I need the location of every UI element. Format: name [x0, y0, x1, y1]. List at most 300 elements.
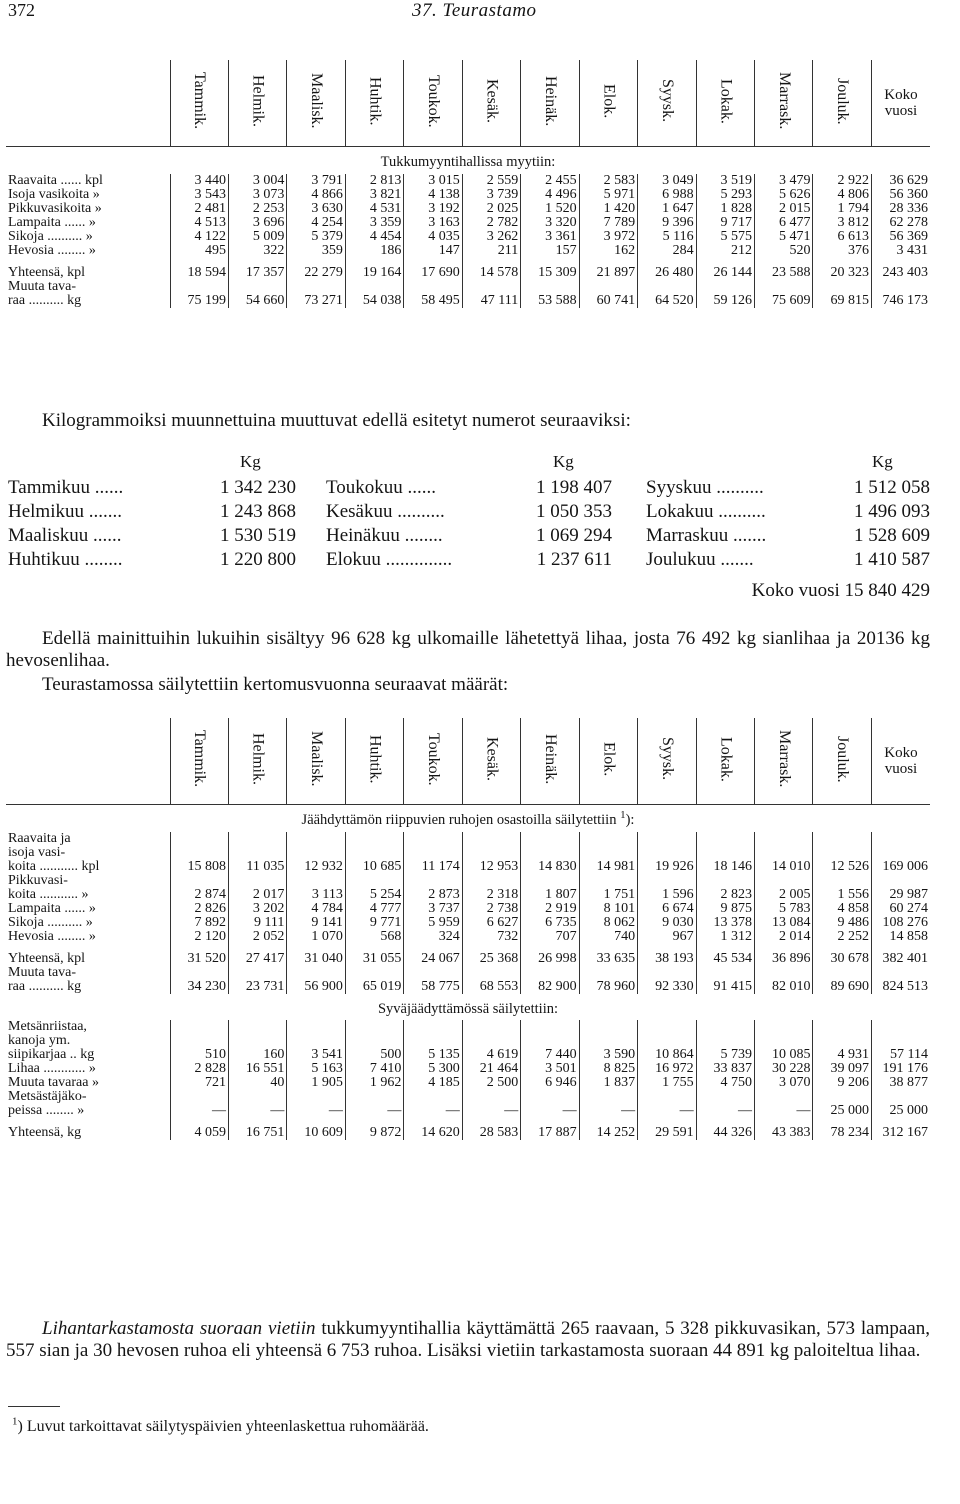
table-cell: 31 055 [345, 944, 403, 966]
table-cell: 21 464 [462, 1062, 520, 1076]
table-cell: 5 254 [345, 874, 403, 902]
table-cell: 31 520 [170, 944, 228, 966]
kg-month-entry [646, 524, 930, 548]
kg-month-value: 1 530 519 [220, 525, 296, 546]
table-cell: 359 [287, 244, 345, 258]
table-cell: 28 336 [871, 202, 930, 216]
kg-month-value: 1 237 611 [536, 549, 612, 570]
table-cell: — [696, 1090, 754, 1118]
table-cell: 19 926 [638, 832, 696, 874]
row-label [6, 930, 170, 944]
month-header-label: Huhtik. [366, 76, 384, 126]
table-cell: 3 630 [287, 202, 345, 216]
table-cell: 4 122 [170, 230, 228, 244]
row-label [6, 1020, 170, 1062]
table-cell: 3 479 [755, 174, 813, 188]
table-cell: 2 559 [462, 174, 520, 188]
table-row [6, 1076, 930, 1090]
section-caption-row [6, 994, 930, 1021]
month-header [287, 60, 345, 147]
table-cell: 44 326 [696, 1118, 754, 1140]
kg-month-value: 1 220 800 [220, 549, 296, 570]
table-cell: — [638, 1090, 696, 1118]
row-label: Yhteensä, kg [8, 1125, 82, 1140]
row-label: Yhteensä, kpl [8, 950, 85, 966]
row-label-line: Muuta tavaraa » [8, 1075, 99, 1090]
table-cell: — [462, 1090, 520, 1118]
row-label: Isoja vasikoita » [8, 186, 100, 202]
month-header [462, 60, 520, 147]
table-cell: 73 271 [287, 294, 345, 308]
table-cell: 4 035 [404, 230, 462, 244]
page-number: 372 [8, 0, 35, 20]
table-cell: 5 783 [755, 902, 813, 916]
table-cell: 186 [345, 244, 403, 258]
month-header [696, 718, 754, 805]
table-cell: 9 771 [345, 916, 403, 930]
table-cell: 3 791 [287, 174, 345, 188]
table-cell: 89 690 [813, 980, 871, 994]
table-cell: — [521, 1090, 579, 1118]
kg-month-label: Marraskuu ....... [646, 525, 767, 546]
table-cell: 322 [228, 244, 286, 258]
table-cell: 2 015 [755, 202, 813, 216]
month-header [755, 718, 813, 805]
table-cell: 38 877 [871, 1076, 930, 1090]
section-caption-row [6, 805, 930, 832]
table-cell: 3 541 [287, 1020, 345, 1062]
kg-month-entry [8, 476, 296, 500]
table-cell: 824 513 [871, 980, 930, 994]
table-cell: 64 520 [638, 294, 696, 308]
table-cell: 14 620 [404, 1118, 462, 1140]
table-cell: 4 784 [287, 902, 345, 916]
row-label-line: Sikoja .......... » [8, 914, 93, 930]
table-cell: 82 900 [521, 980, 579, 994]
table-cell: 5 116 [638, 230, 696, 244]
table-cell: 243 403 [871, 258, 930, 280]
table-cell: 6 988 [638, 188, 696, 202]
table-cell: 17 887 [521, 1118, 579, 1140]
table-cell: 108 276 [871, 916, 930, 930]
chapter-title: 37. Teurastamo [412, 0, 537, 21]
table-cell [638, 280, 696, 294]
table-cell: 324 [404, 930, 462, 944]
table-row [6, 230, 930, 244]
table-cell: 967 [638, 930, 696, 944]
kg-month-entry [646, 548, 930, 572]
table-cell: 3 202 [228, 902, 286, 916]
table-cell: 732 [462, 930, 520, 944]
month-header [696, 60, 754, 147]
month-header [755, 60, 813, 147]
table-row [6, 980, 930, 994]
table-cell: 7 410 [345, 1062, 403, 1076]
table-cell: 740 [579, 930, 637, 944]
table-cell [345, 966, 403, 980]
table-cell: 16 551 [228, 1062, 286, 1076]
table-cell: 13 084 [755, 916, 813, 930]
table-cell: 1 828 [696, 202, 754, 216]
table-cell: 382 401 [871, 944, 930, 966]
table-cell: 5 300 [404, 1062, 462, 1076]
month-header-label: Toukok. [425, 732, 443, 786]
table-cell: 5 009 [228, 230, 286, 244]
table-cell: 4 513 [170, 216, 228, 230]
row-label-line: siipikarjaa .. kg [8, 1047, 95, 1062]
month-header [813, 718, 871, 805]
table-cell: 2 738 [462, 902, 520, 916]
table-cell: 162 [579, 244, 637, 258]
month-header-label: Elok. [600, 83, 618, 119]
table-cell: — [755, 1090, 813, 1118]
table-cell: 4 496 [521, 188, 579, 202]
table-row [6, 944, 930, 966]
month-header-label: Maalisk. [308, 73, 326, 129]
table-cell: 12 953 [462, 832, 520, 874]
kg-month-value: 1 528 609 [854, 525, 930, 546]
month-header [345, 60, 403, 147]
table-cell [638, 966, 696, 980]
kg-month-value: 1 050 353 [536, 501, 612, 522]
table-cell: 2 828 [170, 1062, 228, 1076]
table-cell: 169 006 [871, 832, 930, 874]
table-cell: 60 741 [579, 294, 637, 308]
kg-month-label: Lokakuu .......... [646, 501, 766, 522]
table-cell: 10 864 [638, 1020, 696, 1062]
kg-month-label: Kesäkuu .......... [326, 501, 445, 522]
table-row [6, 258, 930, 280]
table-cell: 56 369 [871, 230, 930, 244]
table-cell: 3 431 [871, 244, 930, 258]
table-cell: 5 135 [404, 1020, 462, 1062]
table-cell: 11 174 [404, 832, 462, 874]
table-cell [871, 280, 930, 294]
table-cell: 21 897 [579, 258, 637, 280]
table-cell: 5 293 [696, 188, 754, 202]
table-cell: 3 359 [345, 216, 403, 230]
table-cell: 4 866 [287, 188, 345, 202]
month-header [287, 718, 345, 805]
table-cell: 62 278 [871, 216, 930, 230]
table-cell: 26 144 [696, 258, 754, 280]
table-cell: 13 378 [696, 916, 754, 930]
table-cell: 3 361 [521, 230, 579, 244]
table-row [6, 832, 930, 874]
table-cell: 26 998 [521, 944, 579, 966]
table-cell: 25 000 [813, 1090, 871, 1118]
kg-month-label: Toukokuu ...... [326, 477, 437, 498]
table-cell: 7 789 [579, 216, 637, 230]
table-cell [462, 966, 520, 980]
table-cell: 157 [521, 244, 579, 258]
month-header-label: Syysk. [658, 79, 676, 123]
table-cell: — [345, 1090, 403, 1118]
row-label: Hevosia ........ » [8, 242, 96, 258]
month-header [813, 60, 871, 147]
table-cell: 65 019 [345, 980, 403, 994]
table-cell: 23 731 [228, 980, 286, 994]
table-cell: 3 543 [170, 188, 228, 202]
month-header [404, 60, 462, 147]
row-label-line: koita ........... kpl [8, 858, 100, 874]
table-cell: 568 [345, 930, 403, 944]
table-cell: 9 872 [345, 1118, 403, 1140]
table-cell: 25 368 [462, 944, 520, 966]
table-cell: 3 590 [579, 1020, 637, 1062]
table-cell: 6 627 [462, 916, 520, 930]
table-cell: 3 972 [579, 230, 637, 244]
table-cell: 27 417 [228, 944, 286, 966]
table-cell: 4 531 [345, 202, 403, 216]
table-cell: 6 477 [755, 216, 813, 230]
table-row [6, 1090, 930, 1118]
month-header [638, 60, 696, 147]
table-cell: 24 067 [404, 944, 462, 966]
table-cell: 2 874 [170, 874, 228, 902]
kg-unit-col2: Kg [553, 452, 574, 471]
table-cell: 1 755 [638, 1076, 696, 1090]
table-cell: 9 717 [696, 216, 754, 230]
table-cell [462, 280, 520, 294]
table-cell: 8 825 [579, 1062, 637, 1076]
table-cell: — [287, 1090, 345, 1118]
table-cell: 721 [170, 1076, 228, 1090]
table-cell [404, 966, 462, 980]
table-cell: 14 858 [871, 930, 930, 944]
row-label: raa .......... kg [8, 292, 82, 308]
table-cell: 2 873 [404, 874, 462, 902]
month-header [170, 60, 228, 147]
table-cell: 2 823 [696, 874, 754, 902]
table-cell: 2 813 [345, 174, 403, 188]
month-header-label: Maalisk. [308, 731, 326, 787]
table-cell: 11 035 [228, 832, 286, 874]
month-header [228, 60, 286, 147]
table-cell: 3 821 [345, 188, 403, 202]
month-header-label: Tammik. [191, 730, 209, 788]
table-cell: 1 807 [521, 874, 579, 902]
kg-month-entry [8, 500, 296, 524]
table-cell: 2 782 [462, 216, 520, 230]
table-cell: — [170, 1090, 228, 1118]
row-label-line: Hevosia ........ » [8, 928, 96, 944]
table-row [6, 216, 930, 230]
table-cell: 2 919 [521, 902, 579, 916]
table-cell: 14 010 [755, 832, 813, 874]
month-header-label: Lokak. [717, 736, 735, 782]
kg-unit-col3: Kg [872, 452, 893, 471]
table-cell: 3 519 [696, 174, 754, 188]
table-cell: 1 596 [638, 874, 696, 902]
kg-month-label: Tammikuu ...... [8, 477, 124, 498]
row-label [6, 902, 170, 916]
table-cell: 9 486 [813, 916, 871, 930]
table-cell: 3 696 [228, 216, 286, 230]
month-header-label: Huhtik. [366, 734, 384, 784]
table-cell: 2 481 [170, 202, 228, 216]
table-cell: 60 274 [871, 902, 930, 916]
month-header [345, 718, 403, 805]
month-header-label: Kesäk. [483, 737, 501, 781]
table-cell: 33 635 [579, 944, 637, 966]
section-caption-text: Tukkumyyntihallissa myytiin: [380, 154, 556, 170]
table-cell: 3 015 [404, 174, 462, 188]
table-cell: 58 495 [404, 294, 462, 308]
month-header-label: Lokak. [717, 78, 735, 124]
table-cell: 82 010 [755, 980, 813, 994]
table-cell: 2 005 [755, 874, 813, 902]
table-cell [521, 280, 579, 294]
table-cell: 1 556 [813, 874, 871, 902]
table-cell: 6 674 [638, 902, 696, 916]
row-label: Muuta tava- [8, 964, 77, 980]
table-cell: 510 [170, 1020, 228, 1062]
table-cell: 147 [404, 244, 462, 258]
table-cell: 520 [755, 244, 813, 258]
export-paragraph: Edellä mainittuihin lukuihin sisältyy 96 628 kg ulkomaille lähetettyä lihaa, josta 76 492 kg sianlihaa ja 20136 kg hevosenlihaa. [6, 628, 930, 671]
table-cell [813, 966, 871, 980]
table-cell: 1 962 [345, 1076, 403, 1090]
table-cell: 1 837 [579, 1076, 637, 1090]
row-label-line: Metsästäjäko- [8, 1089, 87, 1104]
table-cell: 3 049 [638, 174, 696, 188]
table-cell: 4 858 [813, 902, 871, 916]
table-cell: 4 454 [345, 230, 403, 244]
table-cell: 9 030 [638, 916, 696, 930]
kg-month-value: 1 243 868 [220, 501, 296, 522]
kg-month-value: 1 496 093 [854, 501, 930, 522]
table-cell: 29 987 [871, 874, 930, 902]
table-cell: 4 750 [696, 1076, 754, 1090]
table-cell: 6 613 [813, 230, 871, 244]
table-cell: 15 309 [521, 258, 579, 280]
kg-month-entry [326, 524, 612, 548]
table-cell: 20 323 [813, 258, 871, 280]
row-label: Yhteensä, kpl [8, 264, 85, 280]
table-cell: 495 [170, 244, 228, 258]
table-cell: 92 330 [638, 980, 696, 994]
table-row [6, 930, 930, 944]
table-cell: 3 070 [755, 1076, 813, 1090]
table-cell [755, 966, 813, 980]
row-label-line: peissa ........ » [8, 1103, 85, 1118]
row-label: Pikkuvasikoita » [8, 200, 102, 216]
month-header-label: Elok. [600, 741, 618, 777]
footnote-mark: 1 [12, 1415, 18, 1428]
month-header [579, 60, 637, 147]
table-cell [696, 280, 754, 294]
table-cell: 22 279 [287, 258, 345, 280]
table-cell [228, 966, 286, 980]
table-cell: 36 629 [871, 174, 930, 188]
storage-table [6, 718, 930, 1140]
footnote [12, 1415, 429, 1436]
table-cell [871, 966, 930, 980]
table-cell: 376 [813, 244, 871, 258]
table-cell: 6 946 [521, 1076, 579, 1090]
table-cell: 2 253 [228, 202, 286, 216]
kg-month-entry [8, 548, 296, 572]
table-cell: 3 320 [521, 216, 579, 230]
table-cell: 58 775 [404, 980, 462, 994]
table-cell: 12 932 [287, 832, 345, 874]
month-header [521, 718, 579, 805]
table-cell: — [579, 1090, 637, 1118]
table-cell: 19 164 [345, 258, 403, 280]
table-cell: 6 735 [521, 916, 579, 930]
table-cell: 5 471 [755, 230, 813, 244]
table-cell: 4 185 [404, 1076, 462, 1090]
final-paragraph-italic: Lihantarkastamosta suoraan vietiin [42, 1318, 316, 1339]
table-cell: 54 660 [228, 294, 286, 308]
table-cell: 4 619 [462, 1020, 520, 1062]
table-cell: 284 [638, 244, 696, 258]
table-cell: 69 815 [813, 294, 871, 308]
table-row [6, 244, 930, 258]
table-cell: 2 014 [755, 930, 813, 944]
table-cell: 30 678 [813, 944, 871, 966]
footnote-text: ) Luvut tarkoittavat säilytyspäivien yhteenlaskettua ruhomäärää. [17, 1418, 429, 1435]
table-row [6, 1062, 930, 1076]
kg-month-label: Helmikuu ....... [8, 501, 122, 522]
table-cell: 9 141 [287, 916, 345, 930]
caption-tail: ): [625, 812, 635, 828]
table-cell [755, 280, 813, 294]
table-cell: 18 594 [170, 258, 228, 280]
table-cell: 34 230 [170, 980, 228, 994]
table-cell [404, 280, 462, 294]
kg-month-entry [646, 500, 930, 524]
table-cell: 212 [696, 244, 754, 258]
month-header-label: Helmik. [249, 733, 267, 785]
table-cell: 9 396 [638, 216, 696, 230]
table-cell: 1 312 [696, 930, 754, 944]
kg-month-value: 1 069 294 [536, 525, 612, 546]
table-cell: 3 737 [404, 902, 462, 916]
kg-month-label: Syyskuu .......... [646, 477, 764, 498]
kg-month-label: Joulukuu ....... [646, 549, 754, 570]
table-cell: 5 739 [696, 1020, 754, 1062]
table-cell: 2 922 [813, 174, 871, 188]
table-cell: 5 163 [287, 1062, 345, 1076]
table-cell: 3 262 [462, 230, 520, 244]
row-label-line: Pikkuvasi- [8, 872, 68, 888]
table-cell: — [228, 1090, 286, 1118]
table-cell: 75 199 [170, 294, 228, 308]
table-cell: 10 609 [287, 1118, 345, 1140]
table-row [6, 174, 930, 188]
table-cell: 746 173 [871, 294, 930, 308]
kg-month-label: Heinäkuu ........ [326, 525, 443, 546]
table-cell: 1 794 [813, 202, 871, 216]
month-header-label: Tammik. [191, 72, 209, 130]
month-header-label: Jouluk. [834, 77, 852, 125]
row-label [6, 1062, 170, 1076]
section-caption [6, 805, 930, 832]
sales-table [6, 60, 930, 308]
table-cell: 17 690 [404, 258, 462, 280]
table-cell: 2 583 [579, 174, 637, 188]
table-cell: 53 588 [521, 294, 579, 308]
table-cell: 160 [228, 1020, 286, 1062]
table-cell: 5 971 [579, 188, 637, 202]
month-header [462, 718, 520, 805]
table-cell: 3 163 [404, 216, 462, 230]
table-cell: 2 017 [228, 874, 286, 902]
table-row [6, 1118, 930, 1140]
table-cell: 8 101 [579, 902, 637, 916]
